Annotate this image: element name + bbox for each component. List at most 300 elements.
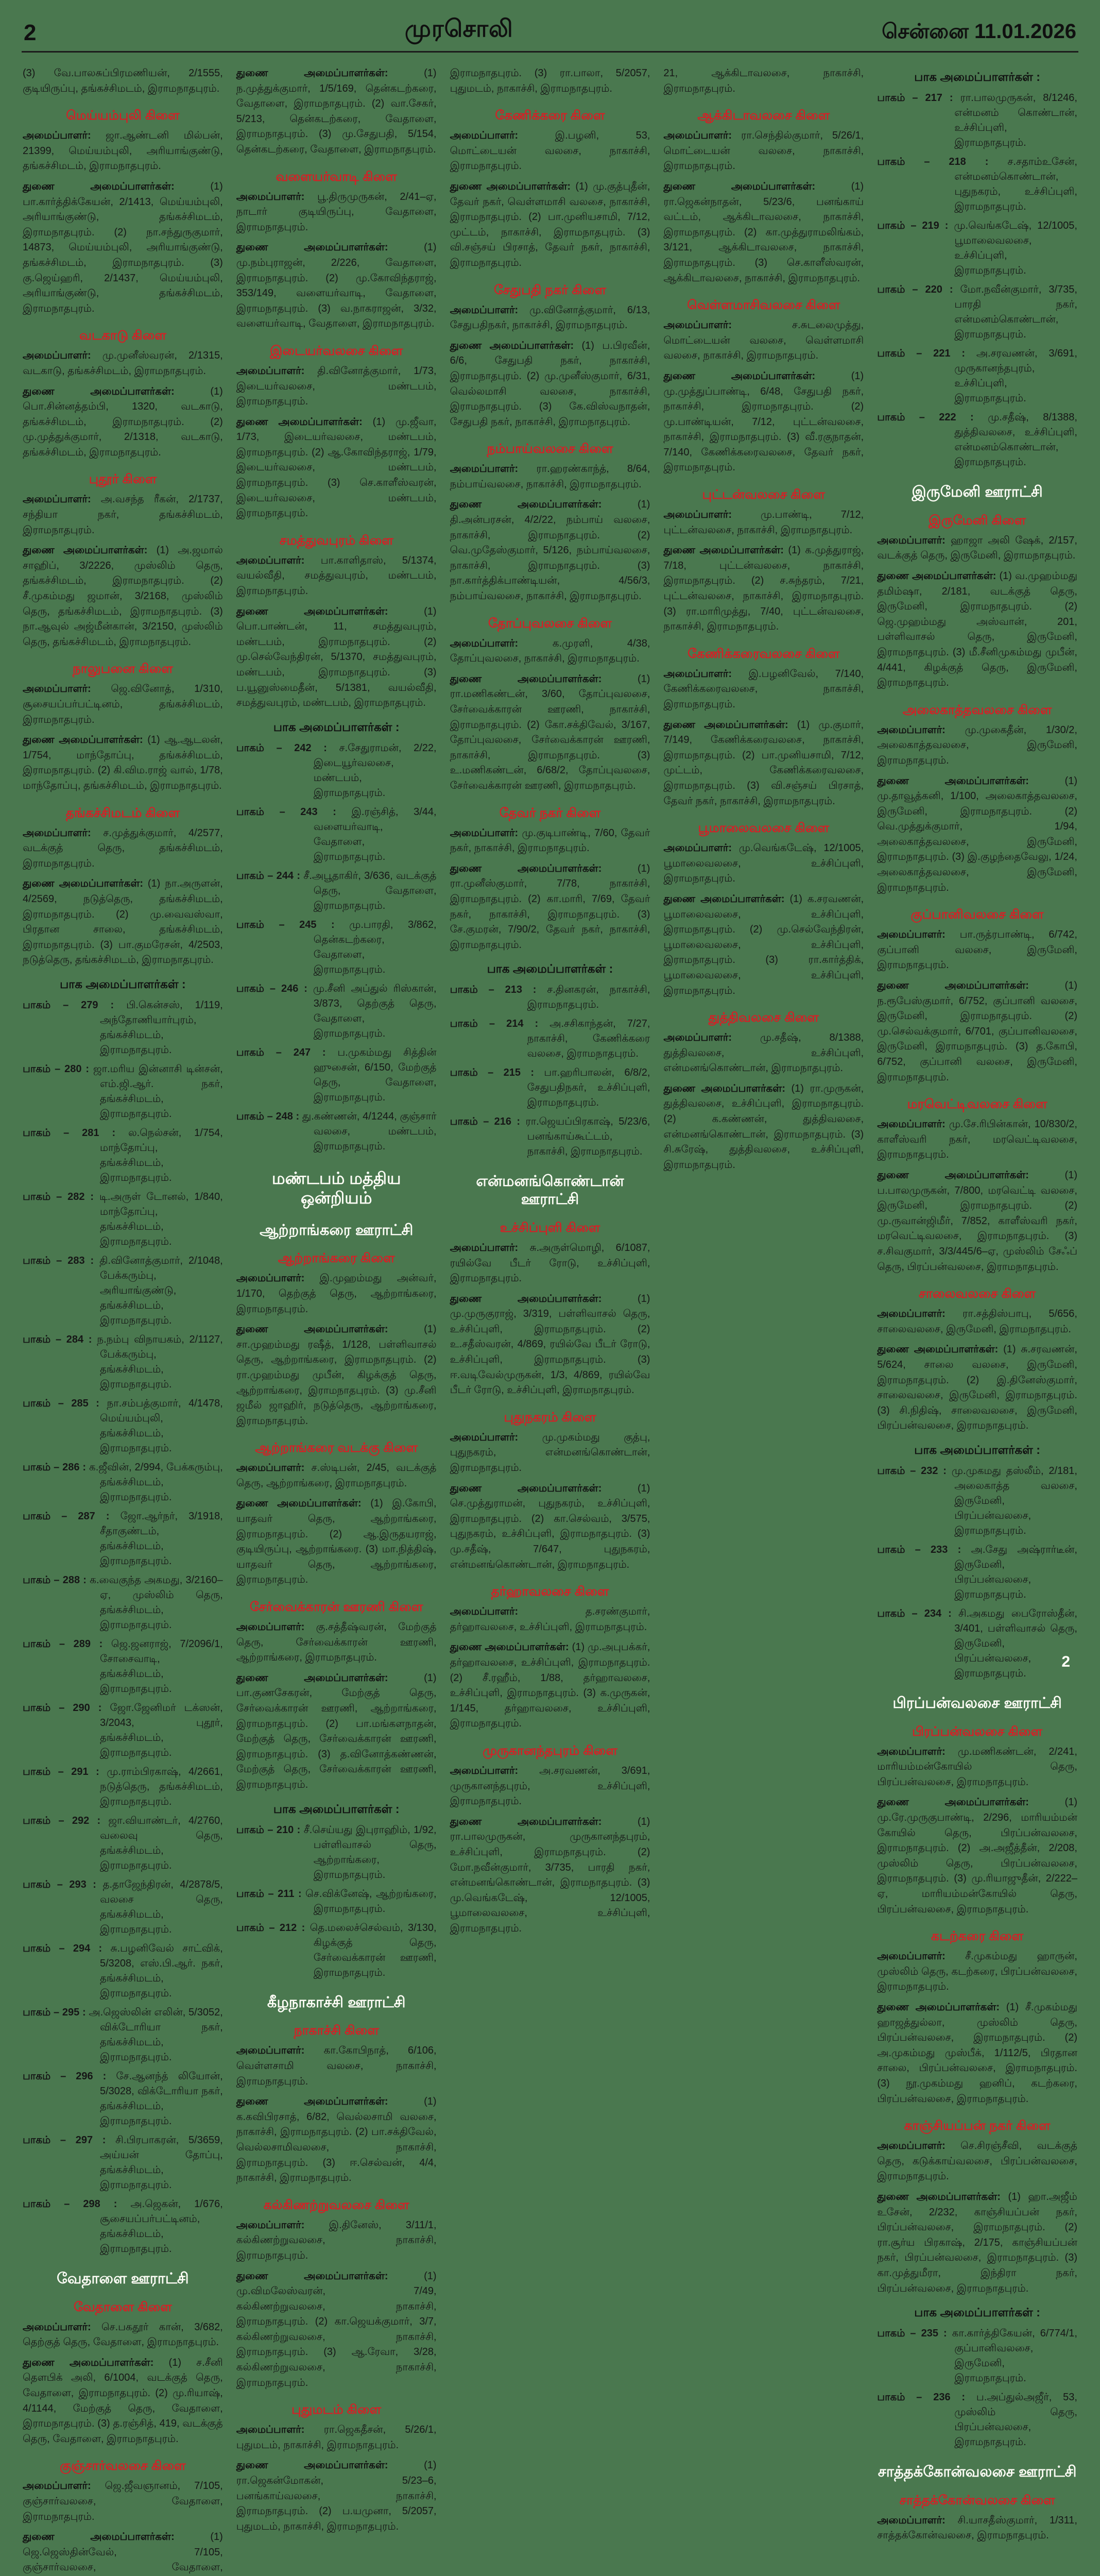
deputy-organizers-paragraph: துணை அமைப்பாளர்கள்: (1) அ.ஜமால் சாஹிப், 3/2226, முஸ்லிம் தெரு, தங்கச்சிமடம், இராமநாதபுரம். (2) சீ.முகம்மது ஜமான், 3/2168, முஸ்லிம் தெரு, தங்கச்சிமடம், இராமநாதபுரம். (3) நா.ஆவுல் அஜ்மீன்கான், 3/2150, முஸ்லிம் தெரு, தங்கச்சிமடம், இராமநாதபுரம்.	[23, 545, 223, 648]
part-number-label: பாகம் – 217 :	[877, 92, 960, 104]
part-number-label: பாகம் – 248 :	[236, 1110, 302, 1122]
organizer-label: அமைப்பாளர்:	[450, 1606, 586, 1618]
part-row: பாகம் – 279 : பி.கென்சஸ், 1/119, அந்தோணியார்புரம், தங்கச்சிமடம், இராமநாதபுரம்.	[23, 999, 223, 1056]
organizer-paragraph: அமைப்பாளர்: பா.காளிதாஸ், 5/1374, வயல்வீதி, சமத்துவபுரம், மண்டபம், இராமநாதபுரம்.	[236, 554, 437, 597]
part-row: பாகம் – 293 : த.தாஜேந்திரன், 4/2878/5, வலசை தெரு, தங்கச்சிமடம், இராமநாதபுரம்.	[23, 1878, 223, 1935]
part-row: பாகம் – 236 : ப.அப்துல்அஜீர், 53, முஸ்லிம் தெரு, பிரப்பன்வலசை, இராமநாதபுரம்.	[877, 2392, 1077, 2448]
deputy-organizers-paragraph: துணை அமைப்பாளர்கள்: (1) ரா.மணிகண்டன், 3/60, தோப்புவலசை, சேர்வைக்காரன் ஊரணி, நாகாச்சி, இராமநாதபுரம். (2) கோ.சக்திவேல், 3/167, தோப்புவலசை, சேர்வைக்காரன் ஊரணி, நாகாச்சி, இராமநாதபுரம். (3) உ.மணிகண்டன், 6/68/2, தோப்புவலசை, சேர்வைக்காரன் ஊரணி, இராமநாதபுரம்.	[450, 673, 650, 791]
organizer-label: அமைப்பாளர்:	[23, 494, 101, 505]
part-number-label: பாகம் – 214 :	[450, 1018, 550, 1030]
deputy-organizers-label: துணை அமைப்பாளர்கள்:	[663, 719, 797, 731]
part-number-label: பாகம் – 247 :	[236, 1046, 338, 1058]
deputy-organizers-label: துணை அமைப்பாளர்கள்:	[236, 2096, 424, 2108]
header-divider	[22, 51, 1078, 53]
organizer-paragraph: அமைப்பாளர்: மு.வெங்கடேஷ், 12/1005, பூமாலைவலசை, உச்சிப்புளி, இராமநாதபுரம்.	[663, 842, 864, 885]
deputy-organizers-paragraph: துணை அமைப்பாளர்கள்: (1) மு.தாவூத்கனி, 1/100, அலைகாத்தவலசை, இருமேனி, இராமநாதபுரம். (2) வெ.முத்துக்குமார், 1/94, அலைகாத்தவலசை, இருமேனி, இராமநாதபுரம். (3) இ.குழந்தைவேலு, 1/24, அலைகாத்தவலசை, இருமேனி, இராமநாதபுரம்.	[877, 775, 1077, 893]
branch-heading: ஆற்றாங்கரை வடக்கு கிளை	[255, 1440, 418, 1455]
organizer-label: அமைப்பாளர்:	[663, 1032, 760, 1044]
organizer-label: அமைப்பாளர்:	[877, 2140, 961, 2152]
organizer-paragraph: அமைப்பாளர்: ஹாஜா அலி ஷேக், 2/157, வடக்குத் தெரு, இருமேனி, இராமநாதபுரம்.	[877, 534, 1077, 562]
deputy-organizers-paragraph: துணை அமைப்பாளர்கள்: (1) மு.குத்புதீன், தேவர் நகர், வெள்ளமாசி வலசை, நாகாச்சி, இராமநாதபுரம். (2) பா.முனியசாமி, 7/12, முட்டம், நாகாச்சி, இராமநாதபுரம். (3) வி.சஞ்சய் பிரசாத், தேவர் நகர், நாகாச்சி, இராமநாதபுரம்.	[450, 180, 650, 268]
part-row: பாகம் – 283 : தி.வினோத்குமார், 2/1048, பேக்கரும்பு, அரியாங்குண்டு, தங்கச்சிமடம், இராமநாதபுரம்.	[23, 1255, 223, 1326]
branch-heading: ஆற்றாங்கரை கிளை	[278, 1251, 395, 1266]
organizer-label: அமைப்பாளர்:	[23, 350, 102, 362]
organizer-label: அமைப்பாளர்:	[236, 191, 317, 202]
part-row: பாகம் – 217 : ரா.பாலமுருகன், 8/1246, என்மனம் கொண்டான், உச்சிப்புளி, இராமநாதபுரம்.	[877, 92, 1077, 148]
organizer-label: அமைப்பாளர்:	[663, 509, 761, 521]
part-row: பாகம் – 287 : ஜோ.ஆர்நர், 3/1918, சீதாகுண்டம், தங்கச்சிமடம், இராமநாதபுரம்.	[23, 1510, 223, 1567]
organizer-label: அமைப்பாளர்:	[663, 130, 742, 142]
masthead-bar	[0, 0, 1100, 49]
part-row: பாகம் – 286 : க.ஜீவின், 2/994, பேக்கரும்பு, தங்கச்சிமடம், இராமநாதபுரம்.	[23, 1461, 223, 1503]
organizer-label: அமைப்பாளர்:	[23, 683, 111, 695]
deputy-organizers-label: துணை அமைப்பாளர்கள்:	[877, 1797, 1065, 1808]
deputy-organizers-paragraph: துணை அமைப்பாளர்கள்: (1) பொ.பாண்டன், 11, சமத்துவபுரம், மண்டபம், இராமநாதபுரம். (2) மு.செல்வேந்திரன், 5/1370, சமத்துவபுரம், மண்டபம், இராமநாதபுரம். (3) ப.யூனுஸ்மைதீன், 5/1381, வயல்வீதி, சமத்துவபுரம், மண்டபம், இராமநாதபுரம்.	[236, 605, 437, 709]
deputy-organizers-paragraph: துணை அமைப்பாளர்கள்: (1) ப.பாலமுருகன், 7/800, மரவெட்டி வலசை, இருமேனி, இராமநாதபுரம். (2) மு.ருவான்ஜிமீர், 7/852, காளீஸ்வரி நகர், மரவெட்டிவலசை, இராமநாதபுரம். (3) ச.சிவகுமார், 3/3/445/6–ஏ, முஸ்லிம் சேஃப் தெரு, பிரப்பன்வலசை, இராமநாதபுரம்.	[877, 1169, 1077, 1273]
part-number-label: பாகம் – 221 :	[877, 348, 976, 359]
organizer-label: அமைப்பாளர்:	[23, 2321, 101, 2333]
part-row: பாகம் – 294 : சு.பழனிவேல் சாட்விக், 5/3208, எஸ்.பி.ஆர். நகர், தங்கச்சிமடம், இராமநாதபுரம்.	[23, 1942, 223, 1999]
branch-heading: குஞ்சார்வலசை கிளை	[60, 2459, 186, 2473]
organizer-paragraph: அமைப்பாளர்: ச.முத்துக்குமார், 4/2577, வடக்குத் தெரு, தங்கச்சிமடம், இராமநாதபுரம்.	[23, 827, 223, 869]
deputy-organizers-label: துணை அமைப்பாளர்கள்:	[877, 2002, 1006, 2013]
organizer-label: அமைப்பாளர்:	[450, 1242, 530, 1253]
organizer-label: அமைப்பாளர்:	[877, 1308, 963, 1320]
organizer-paragraph: அமைப்பாளர்: இ.பழனிவேல், 7/140, கேணிக்கரைவலசை, நாகாச்சி, இராமநாதபுரம்.	[663, 668, 864, 710]
part-number-label: பாகம் – 292 :	[23, 1815, 109, 1826]
part-number-label: பாகம் – 232 :	[877, 1465, 952, 1477]
part-row: பாகம் – 244 : சீ.அபூதாகிர், 3/636, வடக்குத் தெரு, வேதாளை, இராமநாதபுரம்.	[236, 870, 437, 911]
part-number-label: பாகம் – 280 :	[23, 1063, 93, 1075]
deputy-organizers-label: துணை அமைப்பாளர்கள்:	[663, 1082, 792, 1094]
organizer-label: அமைப்பாளர்:	[236, 2424, 324, 2436]
panchayat-heading: இருமேனி ஊராட்சி	[912, 484, 1043, 500]
part-row: பாகம் – 215 : பா.ஹரிபாலன், 6/8/2, சேதுபதிநகர், உச்சிப்புளி, இராமநாதபுரம்.	[450, 1067, 650, 1109]
deputy-organizers-paragraph: துணை அமைப்பாளர்கள்: (1) மு.அபுபக்கர், தர்ஹாவலசை, உச்சிப்புளி, இராமநாதபுரம். (2) சீ.ரஹீம், 1/88, தர்ஹாவலசை, உச்சிப்புளி, இராமநாதபுரம். (3) க.முருகன், 1/145, தர்ஹாவலசை, உச்சிப்புளி, இராமநாதபுரம்.	[450, 1641, 650, 1730]
deputy-organizers-label: துணை அமைப்பாளர்கள்:	[450, 1641, 572, 1653]
newspaper-title: முரசொலி	[404, 15, 513, 42]
branch-heading: குப்பானிவலசை கிளை	[910, 907, 1044, 922]
deputy-organizers-paragraph: துணை அமைப்பாளர்கள்: (1) பா.குணசேகரன், மேற்குத் தெரு, சேர்வைக்காரன் ஊரணி, ஆற்றாங்கரை, இராமநாதபுரம். (2) பா.மங்களநாதன், மேற்குத் தெரு, சேர்வைக்காரன் ஊரணி, இராமநாதபுரம். (3) த.வினோத்கண்ணன், மேற்குத் தெரு, சேர்வைக்காரன் ஊரணி, இராமநாதபுரம்.	[236, 1672, 437, 1790]
deputy-organizers-paragraph: துணை அமைப்பாளர்கள்: (1) க.சரவணன், பூமாலைவலசை, உச்சிப்புளி, இராமநாதபுரம். (2) மு.செல்வேந்திரன், பூமாலைவலசை, உச்சிப்புளி, இராமநாதபுரம். (3) ரா.கார்த்திக், பூமாலைவலசை, உச்சிப்புளி, இராமநாதபுரம்.	[663, 893, 864, 996]
deputy-organizers-label: துணை அமைப்பாளர்கள்:	[450, 1293, 638, 1304]
organizer-label: அமைப்பாளர்:	[450, 130, 555, 142]
part-number-label: பாகம் – 245 :	[236, 919, 350, 930]
organizer-paragraph: அமைப்பாளர்: ஜெ.வினோத், 1/310, சூசையப்பர்பட்டினம், தங்கச்சிமடம், இராமநாதபுரம்.	[23, 683, 223, 725]
part-row: பாகம் – 297 : சி.பிரபாகரன், 5/3659, அய்யன் தோப்பு, தங்கச்சிமடம், இராமநாதபுரம்.	[23, 2134, 223, 2191]
organizer-paragraph: அமைப்பாளர்: மு.முகைதீன், 1/30/2, அலைகாத்தவலசை, இருமேனி, இராமநாதபுரம்.	[877, 724, 1077, 766]
part-row: பாகம் – 235 : கா.கார்த்திகேயன், 6/774/1, குப்பானிவலசை, இருமேனி, இராமநாதபுரம்.	[877, 2328, 1077, 2384]
part-row: பாகம் – 284 : ந.நம்பு விநாயகம், 2/1127, பேக்கரும்பு, தங்கச்சிமடம், இராமநாதபுரம்.	[23, 1333, 223, 1390]
part-number-label: பாகம் – 215 :	[450, 1067, 544, 1079]
branch-heading: கேணிக்கரை கிளை	[495, 108, 605, 123]
deputy-organizers-label: துணை அமைப்பாளர்கள்:	[23, 385, 211, 397]
branch-heading: அலைகாத்தவலசை கிளை	[902, 702, 1052, 717]
branch-heading: கேணிக்கரைவலசை கிளை	[688, 646, 840, 661]
organizer-label: அமைப்பாளர்:	[23, 2480, 105, 2492]
part-number-label: பாகம் – 242 :	[236, 742, 339, 754]
deputy-organizers-paragraph: துணை அமைப்பாளர்கள்: (1) மு.நம்புராஜன், 2/226, வேதாளை, இராமநாதபுரம். (2) மு.கோவிந்தராஜ், 353/149, வளையர்வாடி, வேதாளை, இராமநாதபுரம். (3) வ.நாகராஜன், 3/32, வளையர்வாடி, வேதாளை, இராமநாதபுரம்.	[236, 242, 437, 330]
deputy-organizers-paragraph: துணை அமைப்பாளர்கள்: (1) செ.முத்துராமன், புதுநகரம், உச்சிப்புளி, இராமநாதபுரம். (2) கா.செல்வம், 3/575, புதுநகரம், உச்சிப்புளி, இராமநாதபுரம். (3) மு.சதீஷ், 7/647, புதுநகரம், என்மனங்கொண்டான், இராமநாதபுரம்.	[450, 1482, 650, 1570]
part-row: பாகம் – 213 : ச.தினகரன், நாகாச்சி, இராமநாதபுரம்.	[450, 984, 650, 1011]
part-number-label: பாகம் – 235 :	[877, 2328, 952, 2340]
deputy-organizers-paragraph: துணை அமைப்பாளர்கள்: (1) மு.ரே.முருகுபாண்டி, 2/296, மாரியம்மன் கோயில் தெரு, பிரப்பன்வலசை, இராமநாதபுரம். (2) அ.அஜீத்தீன், 2/208, முஸ்லிம் தெரு, பிரப்பன்வலசை, இராமநாதபுரம். (3) மு.ரியாஜுதீன், 2/222–ஏ, மாரியம்மன்கோயில் தெரு, பிரப்பன்வலசை, இராமநாதபுரம்.	[877, 1797, 1077, 1915]
organizer-paragraph: அமைப்பாளர்: மு.முகம்மது குத்பு, புதுநகரம், என்மனங்கொண்டான், இராமநாதபுரம்.	[450, 1431, 650, 1474]
branch-heading: முருகானந்தபுரம் கிளை	[483, 1743, 617, 1758]
part-number-label: பாகம் – 295 :	[23, 2006, 89, 2018]
deputy-organizers-paragraph: துணை அமைப்பாளர்கள்: (1) தி.அன்பரசன், 4/2/22, நம்பாய் வலசை, நாகாச்சி, இராமநாதபுரம். (2) வெ.முதேஸ்குமார், 5/126, நம்பாய்வலசை, நாகாச்சி, இராமநாதபுரம். (3) நா.கார்த்திக்பாண்டியன், 4/56/3, நம்பாய்வலசை, நாகாச்சி, இராமநாதபுரம்.	[450, 499, 650, 602]
branch-heading: சாலைவலசை கிளை	[919, 1286, 1036, 1301]
deputy-organizers-paragraph: துணை அமைப்பாளர்கள்: (1) ரா.முனீஸ்குமார், 7/78, நாகாச்சி, இராமநாதபுரம். (2) கா.மாரி, 7/69, தேவர் நகர், நாகாச்சி, இராமநாதபுரம். (3) சே.குமரன், 7/90/2, தேவர் நகர், நாகாச்சி, இராமநாதபுரம்.	[450, 862, 650, 951]
organizer-paragraph: அமைப்பாளர்: ரா.சத்திஸ்பாபு, 5/656, சாலைவலசை, இருமேனி, இராமநாதபுரம்.	[877, 1308, 1077, 1335]
part-row: பாகம் – 289 : ஜெ.ஜனராஜ், 7/2096/1, சோசைவாடி, தங்கச்சிமடம், இராமநாதபுரம்.	[23, 1638, 223, 1694]
deputy-organizers-paragraph: துணை அமைப்பாளர்கள்: (1) பொ.சின்னத்தம்பி, 1320, வடகாடு, தங்கச்சிமடம், இராமநாதபுரம். (2) மு.முத்துக்குமார், 2/1318, வடகாடு, தங்கச்சிமடம், இராமநாதபுரம்.	[23, 385, 223, 458]
deputy-organizers-paragraph: துணை அமைப்பாளர்கள்: (1) ரா.ஜெகன்நாதன், 5/23/6, பனங்காய் வட்டம், ஆக்கிடாவலசை, நாகாச்சி, இராமநாதபுரம். (2) கா.முத்துராமலிங்கம், 3/121, ஆக்கிடாவலசை, நாகாச்சி, இராமநாதபுரம். (3) செ.காளீஸ்வரன், ஆக்கிடாவலசை, நாகாச்சி, இராமநாதபுரம்.	[663, 180, 864, 284]
part-number-label: பாகம் – 297 :	[23, 2134, 116, 2146]
branch-heading: வளையர்வாடி கிளை	[276, 169, 397, 184]
part-number-label: பாகம் – 216 :	[450, 1116, 526, 1128]
branch-heading: நம்பாய்வலசை கிளை	[487, 442, 613, 456]
deputy-organizers-label: துணை அமைப்பாளர்கள்:	[236, 605, 424, 617]
organizer-label: அமைப்பாளர்:	[23, 827, 104, 839]
organizer-label: அமைப்பாளர்:	[450, 463, 537, 475]
organizer-paragraph: அமைப்பாளர்: இ.பழனி, 53, மொட்டையன் வலசை, நாகாச்சி, இராமநாதபுரம்.	[450, 130, 650, 172]
organizer-paragraph: அமைப்பாளர்: மு.சதீஷ், 8/1388, துத்திவலசை, உச்சிப்புளி, என்மனங்கொண்டான், இராமநாதபுரம்.	[663, 1032, 864, 1074]
branch-heading: புதுமடம் கிளை	[291, 2402, 382, 2417]
part-row: பாகம் – 242 : ச.சேதுராமன், 2/22, இடையூர்வலசை, மண்டபம், இராமநாதபுரம்.	[236, 742, 437, 799]
part-row: பாகம் – 290 : ஜோ.ஜேனிமர் டக்ஸன், 3/2043, புதூர், தங்கச்சிமடம், இராமநாதபுரம்.	[23, 1702, 223, 1758]
continuation-paragraph: (3) வே.பாலசுப்பிரமணியன், 2/1555, குடியிருப்பு, தங்கச்சிமடம், இராமநாதபுரம்.	[23, 67, 223, 94]
organizer-label: அமைப்பாளர்:	[450, 827, 522, 839]
branch-heading: நாலுபனை கிளை	[72, 662, 173, 676]
part-number-label: பாகம் – 285 :	[23, 1397, 107, 1409]
deputy-organizers-label: துணை அமைப்பாளர்கள்:	[236, 67, 424, 79]
part-row: பாகம் – 247 : ப.முகம்மது சித்தின் ஹுசைன், 6/150, மேற்குத் தெரு, வேதாளை, இராமநாதபுரம்.	[236, 1046, 437, 1103]
panchayat-heading: என்மனங்கொண்டான் ஊராட்சி	[476, 1173, 624, 1208]
organizer-paragraph: அமைப்பாளர்: அ.சரவணன், 3/691, முருகானந்தபுரம், உச்சிப்புளி, இராமநாதபுரம்.	[450, 1765, 650, 1807]
part-number-label: பாகம் – 233 :	[877, 1544, 971, 1555]
branch-heading: மரவெட்டிவலசை கிளை	[907, 1097, 1047, 1112]
branch-heading: இருமேனி கிளை	[929, 513, 1026, 528]
deputy-organizers-paragraph: துணை அமைப்பாளர்கள்: (1) ஆ.ஆடலன், 1/754, மாந்தோப்பு, தங்கச்சிமடம், இராமநாதபுரம். (2) கி.விம.ராஜ் வால், 1/78, மாந்தோப்பு, தங்கச்சிமடம், இராமநாதபுரம்.	[23, 734, 223, 791]
organizer-paragraph: அமைப்பாளர்: மு.மணிகண்டன், 2/241, மாரியம்மன்கோயில் தெரு, பிரப்பன்வலசை, இராமநாதபுரம்.	[877, 1745, 1077, 1788]
part-number-label: பாகம் – 246 :	[236, 982, 313, 994]
organizer-label: அமைப்பாளர்:	[663, 842, 739, 854]
organizer-label: அமைப்பாளர்:	[236, 2045, 324, 2057]
part-row: பாகம் – 211 : செ.விக்னேஷ், ஆற்றங்கரை, இராமநாதபுரம்.	[236, 1888, 437, 1914]
panchayat-heading: கீழநாகாச்சி ஊராட்சி	[267, 1994, 406, 2011]
organizer-paragraph: அமைப்பாளர்: செ.சிரஞ்சீவி, வடக்குத் தெரு, கடுக்காய்வலசை, பிரப்பன்வலசை, இராமநாதபுரம்.	[877, 2140, 1077, 2182]
organizer-paragraph: அமைப்பாளர்: ஜா.ஆண்டனி மில்பன், 21399, மெய்யம்புலி, அரியாங்குண்டு, தங்கச்சிமடம், இராமநாதபுரம்.	[23, 130, 223, 172]
organizer-label: அமைப்பாளர்:	[236, 1273, 320, 1284]
organizer-label: அமைப்பாளர்:	[877, 534, 951, 546]
organizer-paragraph: அமைப்பாளர்: ச.ஸ்டிபன், 2/45, வடக்குத் தெரு, ஆற்றாங்கரை, இராமநாதபுரம்.	[236, 1462, 437, 1489]
part-row: பாகம் – 245 : மு.பாரதி, 3/862, தென்கடற்கரை, வேதாளை, இராமநாதபுரம்.	[236, 919, 437, 975]
organizer-paragraph: அமைப்பாளர்: ரா.ஜெகதீசன், 5/26/1, புதுமடம், நாகாச்சி, இராமநாதபுரம்.	[236, 2424, 437, 2451]
part-number-label: பாகம் – 279 :	[23, 999, 127, 1011]
organizer-paragraph: அமைப்பாளர்: கு.சத்தீஷ்வரன், மேற்குத் தெரு, சேர்வைக்காரன் ஊரணி, ஆற்றாங்கரை, இராமநாதபுரம்.	[236, 1621, 437, 1664]
part-row: பாகம் – 210 : சீ.செய்யது இபுராஹிம், 1/92, பள்ளிவாசல் தெரு, ஆற்றாங்கரை, இராமநாதபுரம்.	[236, 1824, 437, 1880]
article-columns	[0, 58, 1100, 2573]
deputy-organizers-label: துணை அமைப்பாளர்கள்:	[663, 893, 790, 905]
organizer-paragraph: அமைப்பாளர்: மு.குடிபாண்டி, 7/60, தேவர் நகர், நாகாச்சி, இராமநாதபுரம்.	[450, 827, 650, 854]
part-number-label: பாகம் – 281 :	[23, 1127, 129, 1139]
deputy-organizers-paragraph: துணை அமைப்பாளர்கள்: (1) பா.கார்த்திக்கேயன், 2/1413, மெய்யம்புலி, அரியாங்குண்டு, தங்கச்சிமடம், இராமநாதபுரம். (2) நா.சந்துருகுமார், 14873, மெய்யம்புலி, அரியாங்குண்டு, தங்கச்சிமடம், இராமநாதபுரம். (3) கு.ஜெய்ஹரி, 2/1437, மெய்யம்புலி, அரியாங்குண்டு, தங்கச்சிமடம், இராமநாதபுரம்.	[23, 180, 223, 314]
part-number-label: பாகம் – 222 :	[877, 412, 988, 423]
deputy-organizers-paragraph: துணை அமைப்பாளர்கள்: (1) ஜெ.ஜெஸ்தின்வேல், 7/105, குஞ்சார்வலசை, வேதாளை,	[23, 2531, 223, 2573]
organizer-label: அமைப்பாளர்:	[877, 1745, 958, 1757]
part-organizers-heading: பாக அமைப்பாளர்கள் :	[914, 1443, 1040, 1456]
deputy-organizers-paragraph: துணை அமைப்பாளர்கள்: (1) சு.சரவணன், 5/624, சாலை வலசை, இருமேனி, இராமநாதபுரம். (2) இ.தினேஸ்குமார், சாலைவலசை, இருமேனி, இராமநாதபுரம். (3) சி.நிதிஷ், சாலைவலசை, இருமேனி, பிரப்பன்வலசை, இராமநாதபுரம்.	[877, 1344, 1077, 1432]
branch-heading: சமத்துவபுரம் கிளை	[279, 533, 393, 548]
part-row: பாகம் – 221 : அ.சரவணன், 3/691, முருகானந்தபுரம், உச்சிப்புளி, இராமநாதபுரம்.	[877, 348, 1077, 404]
branch-heading: சேதுபதி நகர் கிளை	[493, 282, 607, 297]
part-row: பாகம் – 298 : அ.ஜெகன், 1/676, சூசையப்பர்பட்டினம், தங்கச்சிமடம், இராமநாதபுரம்.	[23, 2198, 223, 2255]
organizer-paragraph: அமைப்பாளர்: த.சரண்குமார், தர்ஹாவலசை, உச்சிப்புளி, இராமநாதபுரம்.	[450, 1606, 650, 1633]
branch-heading: கடற்கரை கிளை	[931, 1929, 1024, 1944]
organizer-label: அமைப்பாளர்:	[236, 554, 321, 566]
branch-heading: நாகாச்சி கிளை	[294, 2023, 379, 2038]
continuation-paragraph: இராமநாதபுரம். (3) ரா.பாலா, 5/2057, புதுமடம், நாகாச்சி, இராமநாதபுரம்.	[450, 67, 650, 94]
part-number-label: பாகம் – 291 :	[23, 1766, 107, 1777]
deputy-organizers-label: துணை அமைப்பாளர்கள்:	[236, 242, 424, 253]
part-number-label: பாகம் – 284 :	[23, 1333, 97, 1345]
branch-heading: தர்ஹாவலசை கிளை	[491, 1584, 609, 1599]
branch-heading: துத்திவலசை கிளை	[708, 1010, 819, 1025]
part-number-label: பாகம் – 213 :	[450, 984, 547, 996]
deputy-organizers-label: துணை அமைப்பாளர்கள்:	[236, 1498, 371, 1510]
organizer-label: அமைப்பாளர்:	[877, 1118, 949, 1130]
part-row: பாகம் – 243 : இ.ரஞ்சித், 3/44, வளையர்வாடி, வேதாளை, இராமநாதபுரம்.	[236, 806, 437, 862]
part-organizers-heading: பாக அமைப்பாளர்கள் :	[487, 962, 613, 976]
deputy-organizers-paragraph: துணை அமைப்பாளர்கள்: (1) நா.அருளன், 4/2569, நடுத்தெரு, தங்கச்சிமடம், இராமநாதபுரம். (2) மு.வைவஸ்வா, பிரதான சாலை, தங்கச்சிமடம், இராமநாதபுரம். (3) பா.குமரேசன், 4/2503, நடுத்தெரு, தங்கச்சிமடம், இராமநாதபுரம்.	[23, 878, 223, 966]
branch-heading: தோப்புவலசை கிளை	[488, 616, 612, 631]
part-number-label: பாகம் – 286 :	[23, 1461, 89, 1473]
organizer-paragraph: அமைப்பாளர்: சீ.முகம்மது ஹாருன், முஸ்லிம் தெரு, கடற்கரை, பிரப்பன்வலசை, இராமநாதபுரம்.	[877, 1951, 1077, 1993]
deputy-organizers-paragraph: துணை அமைப்பாளர்கள்: (1) ப.பிரவீன், 6/6, சேதுபதி நகர், நாகாச்சி, இராமநாதபுரம். (2) மு.முனீஸ்குமார், 6/31, வெல்லமாசி வலசை, நாகாச்சி, இராமநாதபுரம். (3) கே.விஸ்வநாதன், சேதுபதி நகர், நாகாச்சி, இராமநாதபுரம்.	[450, 340, 650, 428]
deputy-organizers-label: துணை அமைப்பாளர்கள்:	[236, 2460, 424, 2471]
deputy-organizers-label: துணை அமைப்பாளர்கள்:	[23, 2357, 169, 2368]
deputy-organizers-paragraph: துணை அமைப்பாளர்கள்: (1) ச.சீனி தௌபிக் அலி, 6/1004, வடக்குத் தெரு, வேதாளை, இராமநாதபுரம். (2) மு.ரியாஷ், 4/1144, மேற்குத் தெரு, வேதாளை, இராமநாதபுரம். (3) த.ரஞ்சித், 419, வடக்குத் தெரு, வேதாளை, இராமநாதபுரம்.	[23, 2357, 223, 2445]
deputy-organizers-paragraph: துணை அமைப்பாளர்கள்: (1) க.முத்துராஜ், 7/18, புட்டன்வலசை, நாகாச்சி, இராமநாதபுரம். (2) ச.சுந்தரம், 7/21, புட்டன்வலசை, நாகாச்சி, இராமநாதபுரம். (3) ரா.மாரிமுத்து, 7/40, புட்டன்வலசை, நாகாச்சி, இராமநாதபுரம்.	[663, 545, 864, 633]
part-row: பாகம் – 291 : மு.ராம்பிரகாஷ், 4/2661, நடுத்தெரு, தங்கச்சிமடம், இராமநாதபுரம்.	[23, 1766, 223, 1807]
deputy-organizers-label: துணை அமைப்பாளர்கள்:	[450, 340, 582, 351]
branch-heading: இடையர்வலசை கிளை	[270, 343, 403, 358]
part-row: பாகம் – 246 : மு.சீனி அப்துல் ரிஸ்கான், 3/873, தெற்குத் தெரு, வேதாளை, இராமநாதபுரம்.	[236, 982, 437, 1039]
deputy-organizers-label: துணை அமைப்பாளர்கள்:	[450, 180, 576, 192]
organizer-paragraph: அமைப்பாளர்: அ.வசந்த ரீகன், 2/1737, சந்தியா நகர், தங்கச்சிமடம், இராமநாதபுரம்.	[23, 494, 223, 536]
part-number-label: பாகம் – 283 :	[23, 1255, 100, 1266]
organizer-label: அமைப்பாளர்:	[663, 668, 749, 680]
part-row: பாகம் – 214 : அ.சசிகாந்தன், 7/27, நாகாச்சி, கேணிக்கரை வலசை, இராமநாதபுரம்.	[450, 1018, 650, 1060]
part-number-label: பாகம் – 282 :	[23, 1191, 99, 1202]
organizer-label: அமைப்பாளர்:	[877, 2514, 958, 2526]
part-row: பாகம் – 282 : டி.அருள் டோனல், 1/840, மாந்தோப்பு, தங்கச்சிமடம், இராமநாதபுரம்.	[23, 1191, 223, 1247]
organizer-paragraph: அமைப்பாளர்: இ.தினேஸ், 3/11/1, கல்கிணற்றுவலசை, நாகாச்சி, இராமநாதபுரம்.	[236, 2219, 437, 2261]
deputy-organizers-paragraph: துணை அமைப்பாளர்கள்: (1) ரா.பாலமுருகன், முருகானந்தபுரம், உச்சிப்புளி, இராமநாதபுரம். (2) மோ.நவீன்குமார், 3/735, பாரதி நகர், என்மனங்கொண்டான், இராமநாதபுரம். (3) மு.வெங்கடேஷ், 12/1005, பூமாலைவலசை, உச்சிப்புளி, இராமநாதபுரம்.	[450, 1816, 650, 1934]
deputy-organizers-paragraph: துணை அமைப்பாளர்கள்: (1) மு.குமார், 7/149, கேணிக்கரைவலசை, நாகாச்சி, இராமநாதபுரம். (2) பா.முனியசாமி, 7/12, முட்டம், கேணிக்கரைவலசை, இராமநாதபுரம். (3) வி.சஞ்சய் பிரசாத், தேவர் நகர், நாகாச்சி, இராமநாதபுரம்.	[663, 719, 864, 807]
deputy-organizers-label: துணை அமைப்பாளர்கள்:	[663, 370, 851, 382]
branch-heading: புதூர் கிளை	[89, 472, 157, 487]
deputy-organizers-label: துணை அமைப்பாளர்கள்:	[877, 1344, 1004, 1355]
organizer-paragraph: அமைப்பாளர்: பா.ருத்ரபாண்டி, 6/742, குப்பானி வலசை, இருமேனி, இராமநாதபுரம்.	[877, 929, 1077, 971]
organizer-paragraph: அமைப்பாளர்: செ.பகதூர் கான், 3/682, தெற்குத் தெரு, வேதாளை, இராமநாதபுரம்.	[23, 2321, 223, 2348]
branch-heading: வடகாடு கிளை	[79, 328, 166, 343]
deputy-organizers-label: துணை அமைப்பாளர்கள்:	[663, 545, 788, 556]
branch-heading: மெய்யம்புலி கிளை	[66, 108, 180, 123]
organizer-label: அமைப்பாளர்:	[236, 2219, 329, 2231]
organizer-paragraph: அமைப்பாளர்: க.முரளி, 4/38, தோப்புவலசை, நாகாச்சி, இராமநாதபுரம்.	[450, 637, 650, 665]
column-3	[450, 61, 650, 1934]
deputy-organizers-label: துணை அமைப்பாளர்கள்:	[236, 416, 373, 428]
organizer-paragraph: அமைப்பாளர்: சி.யாசதீஸ்குமார், 1/311, சாத்தக்கோன்வலசை, இராமநாதபுரம்.	[877, 2514, 1077, 2541]
branch-heading: சாத்தக்கோன்வலசை கிளை	[899, 2493, 1055, 2507]
organizer-label: அமைப்பாளர்:	[877, 929, 960, 941]
part-row: பாகம் – 288 : க.வைகுந்த அகமது, 3/2160–ஏ, முஸ்லிம் தெரு, தங்கச்சிமடம், இராமநாதபுரம்.	[23, 1574, 223, 1631]
deputy-organizers-label: துணை அமைப்பாளர்கள்:	[877, 1169, 1065, 1181]
part-row: பாகம் – 296 : சே.ஆனந்த் லியோன், 5/3028, விக்டோரியா நகர், தங்கச்சிமடம், இராமநாதபுரம்.	[23, 2070, 223, 2127]
part-row: பாகம் – 248 : து.கண்ணன், 4/1244, குஞ்சார் வலசை, மண்டபம், இராமநாதபுரம்.	[236, 1110, 437, 1152]
organizer-paragraph: அமைப்பாளர்: ஜெ.ஜீவஞானம், 7/105, குஞ்சார்வலசை, வேதாளை, இராமநாதபுரம்.	[23, 2480, 223, 2522]
part-row: பாகம் – 280 : ஜா.மரிய இன்னாசி டின்சன், எம்.ஜி.ஆர். நகர், தங்கச்சிமடம், இராமநாதபுரம்.	[23, 1063, 223, 1120]
deputy-organizers-paragraph: துணை அமைப்பாளர்கள்: (1) ரா.ஜெகன்மோகன், 5/23–6, பனங்காய்வலசை, நாகாச்சி, இராமநாதபுரம். (2) ப.யமுனா, 5/2057, புதுமடம், நாகாச்சி, இராமநாதபுரம்.	[236, 2460, 437, 2532]
part-number-label: பாகம் – 210 :	[236, 1824, 304, 1836]
organizer-label: அமைப்பாளர்:	[236, 1462, 312, 1474]
deputy-organizers-label: துணை அமைப்பாளர்கள்:	[450, 1482, 638, 1494]
deputy-organizers-label: துணை அமைப்பாளர்கள்:	[450, 1816, 638, 1827]
branch-heading: தங்கச்சிமடம் கிளை	[65, 805, 180, 820]
panchayat-heading: ஆற்றாங்கரை ஊராட்சி	[260, 1222, 414, 1239]
deputy-organizers-paragraph: துணை அமைப்பாளர்கள்: (1) ந.முத்துக்குமார், 1/5/169, தென்கடற்கரை, வேதாளை, இராமநாதபுரம். (2) வா.சேகர், 5/213, தென்கடற்கரை, வேதாளை, இராமநாதபுரம். (3) மு.சேதுபதி, 5/154, தென்கடற்கரை, வேதாளை, இராமநாதபுரம்.	[236, 67, 437, 155]
organizer-paragraph: அமைப்பாளர்: பூ.திருமுருகன், 2/41–ஏ, நாடார் குடியிருப்பு, வேதாளை, இராமநாதபுரம்.	[236, 191, 437, 233]
part-number-label: பாகம் – 294 :	[23, 1942, 111, 1954]
part-number-label: பாகம் – 212 :	[236, 1922, 310, 1934]
part-organizers-heading: பாக அமைப்பாளர்கள் :	[273, 720, 400, 734]
branch-heading: ஆக்கிடாவலசை கிளை	[697, 108, 830, 123]
part-organizers-heading: பாக அமைப்பாளர்கள் :	[60, 977, 186, 991]
organizer-label: அமைப்பாளர்:	[663, 319, 792, 331]
deputy-organizers-label: துணை அமைப்பாளர்கள்:	[877, 2191, 1008, 2202]
branch-heading: உச்சிப்புளி கிளை	[500, 1220, 600, 1235]
branch-heading: கல்கிணற்றுவலசை கிளை	[263, 2197, 409, 2212]
panchayat-heading: சாத்தக்கோன்வலசை ஊராட்சி	[878, 2464, 1077, 2481]
part-number-label: பாகம் – 287 :	[23, 1510, 121, 1522]
deputy-organizers-label: துணை அமைப்பாளர்கள்:	[877, 570, 1000, 582]
deputy-organizers-label: துணை அமைப்பாளர்கள்:	[450, 673, 638, 685]
organizer-paragraph: அமைப்பாளர்: ரா.ஹரண்காந்த், 8/64, நம்பாய்வலசை, நாகாச்சி, இராமநாதபுரம்.	[450, 463, 650, 490]
part-row: பாகம் – 216 : ரா.ஜெயப்பிரகாஷ், 5/23/6, பனங்காய்கூட்டம், நாகாச்சி, இராமநாதபுரம்.	[450, 1116, 650, 1158]
deputy-organizers-paragraph: துணை அமைப்பாளர்கள்: (1) வ.முஹம்மது தமிம்ஷா, 2/181, வடக்குத் தெரு, இருமேனி, இராமநாதபுரம். (2) ஜெ.முஹம்மது அஸ்வான், 201, பள்ளிவாசல் தெரு, இருமேனி, இராமநாதபுரம். (3) மீ.சீனிமுகம்மது முபீன், 4/441, கிழக்குத் தெரு, இருமேனி, இராமநாதபுரம்.	[877, 570, 1077, 689]
part-organizers-heading: பாக அமைப்பாளர்கள் :	[914, 2306, 1040, 2319]
deputy-organizers-paragraph: துணை அமைப்பாளர்கள்: (1) க.கவிபிரசாத், 6/82, வெல்லசாமி வலசை, நாகாச்சி, இராமநாதபுரம். (2) பா.சக்திவேல், வெல்லசாமிவலசை, நாகாச்சி, இராமநாதபுரம். (3) ஈ.செல்வன், 4/4, நாகாச்சி, இராமநாதபுரம்.	[236, 2096, 437, 2184]
organizer-label: அமைப்பாளர்:	[236, 1621, 316, 1633]
column-2	[236, 61, 437, 2532]
part-number-label: பாகம் – 289 :	[23, 1638, 111, 1650]
branch-heading: தேவர் நகர் கிளை	[499, 805, 601, 820]
part-row: பாகம் – 222 : மு.சதீஷ், 8/1388, துத்திவலசை, உச்சிப்புளி, என்மனம்கொண்டான், இராமநாதபுரம்.	[877, 412, 1077, 468]
part-organizers-heading: பாக அமைப்பாளர்கள் :	[273, 1802, 400, 1816]
part-row: பாகம் – 212 : தெ.மலைச்செல்வம், 3/130, கிழக்குத் தெரு, சேர்வைக்காரன் ஊரணி, இராமநாதபுரம்.	[236, 1922, 437, 1978]
deputy-organizers-label: துணை அமைப்பாளர்கள்:	[877, 775, 1065, 787]
deputy-organizers-label: துணை அமைப்பாளர்கள்:	[236, 1672, 424, 1684]
deputy-organizers-label: துணை அமைப்பாளர்கள்:	[23, 878, 148, 890]
branch-heading: காஞ்சியப்பன் நகர் கிளை	[904, 2119, 1051, 2133]
organizer-paragraph: அமைப்பாளர்: மு.சே.ரிபின்கான், 10/830/2, காளீஸ்வரி நகர், மரவெட்டிவலசை, இராமநாதபுரம்.	[877, 1118, 1077, 1161]
deputy-organizers-label: துணை அமைப்பாளர்கள்:	[23, 734, 148, 746]
deputy-organizers-paragraph: துணை அமைப்பாளர்கள்: (1) மு.முருகுராஜ், 3/319, பள்ளிவாசல் தெரு, உச்சிப்புளி, இராமநாதபுரம். (2) உ.சதீஸ்வரன், 4/869, ரயில்வே பீடர் ரோடு, உச்சிப்புளி, இராமநாதபுரம். (3) ஈ.வடிவேல்முருகன், 1/3, 4/869, ரயில்வே பீடர் ரோடு, உச்சிப்புளி, இராமநாதபுரம்.	[450, 1293, 650, 1396]
part-number-label: பாகம் – 220 :	[877, 284, 960, 295]
organizer-label: அமைப்பாளர்:	[450, 304, 530, 316]
part-row: பாகம் – 233 : அ.சேது அஷ்ரார்டீன், இருமேனி, பிரப்பன்வலசை, இராமநாதபுரம்.	[877, 1544, 1077, 1600]
branch-heading: வெள்ளமாசிவலசை கிளை	[687, 298, 840, 313]
part-organizers-heading: பாக அமைப்பாளர்கள் :	[914, 70, 1040, 83]
deputy-organizers-paragraph: துணை அமைப்பாளர்கள்: (1) மு.விமலேஸ்வரன், 7/49, கல்கிணற்றுவலசை, நாகாச்சி, இராமநாதபுரம். (2) கா.ஜெயக்குமார், 3/7, கல்கிணற்றுவலசை, நாகாச்சி, இராமநாதபுரம். (3) ஆ.ரேவா, 3/28, கல்கிணற்றுவலசை, நாகாச்சி, இராமநாதபுரம்.	[236, 2270, 437, 2388]
organizer-paragraph: அமைப்பாளர்: இ.முஹம்மது அன்வர், 1/170, தெற்குத் தெரு, ஆற்றாங்கரை, இராமநாதபுரம்.	[236, 1273, 437, 1315]
part-number-label: பாகம் – 288 :	[23, 1574, 90, 1586]
part-number-label: பாகம் – 211 :	[236, 1888, 306, 1900]
deputy-organizers-label: துணை அமைப்பாளர்கள்:	[663, 180, 851, 192]
column-5	[877, 61, 1077, 2541]
part-number-label: பாகம் – 293 :	[23, 1878, 103, 1890]
part-number-label: பாகம் – 219 :	[877, 220, 954, 231]
deputy-organizers-label: துணை அமைப்பாளர்கள்:	[877, 980, 1065, 992]
organizer-paragraph: அமைப்பாளர்: கா.கோபிநாத், 6/106, வெள்ளசாமி வலசை, நாகாச்சி, இராமநாதபுரம்.	[236, 2045, 437, 2087]
branch-heading: புட்டன்வலசை கிளை	[702, 487, 826, 502]
part-number-label: பாகம் – 236 :	[877, 2392, 976, 2403]
column-1	[23, 61, 223, 2573]
deputy-organizers-paragraph: துணை அமைப்பாளர்கள்: (1) மு.ஜீவா, 1/73, இடையர்வலசை, மண்டபம், இராமநாதபுரம். (2) ஆ.கோவிந்தராஜ், 1/79, இடையர்வலசை, மண்டபம், இராமநாதபுரம். (3) செ.காளீஸ்வரன், இடையர்வலசை, மண்டபம், இராமநாதபுரம்.	[236, 416, 437, 519]
deputy-organizers-label: துணை அமைப்பாளர்கள்:	[236, 2270, 424, 2282]
deputy-organizers-label: துணை அமைப்பாளர்கள்:	[23, 180, 211, 192]
organizer-paragraph: அமைப்பாளர்: மு.முனீஸ்வரன், 2/1315, வடகாடு, தங்கச்சிமடம், இராமநாதபுரம்.	[23, 350, 223, 377]
deputy-organizers-label: துணை அமைப்பாளர்கள்:	[236, 1324, 424, 1335]
organizer-label: அமைப்பாளர்:	[877, 1951, 966, 1962]
part-row: பாகம் – 219 : மு.வெங்கடேஷ், 12/1005, பூமாலைவலசை, உச்சிப்புளி, இராமநாதபுரம்.	[877, 220, 1077, 276]
panchayat-heading: பிரப்பன்வலசை ஊராட்சி	[892, 1694, 1062, 1711]
organizer-paragraph: அமைப்பாளர்: மு.வினோத்குமார், 6/13, சேதுபதிநகர், நாகாச்சி, இராமநாதபுரம்.	[450, 304, 650, 331]
deputy-organizers-paragraph: துணை அமைப்பாளர்கள்: (1) மு.முத்துப்பாண்டி, 6/48, சேதுபதி நகர், நாகாச்சி, இராமநாதபுரம். (2) மு.பாண்டியன், 7/12, புட்டன்வலசை, நாகாச்சி, இராமநாதபுரம். (3) வீ.ரகுநாதன், 7/140, கேணிக்கரைவலசை, தேவர் நகர், இராமநாதபுரம்.	[663, 370, 864, 473]
deputy-organizers-paragraph: துணை அமைப்பாளர்கள்: (1) ஹா.அஜீம் உசேன், 2/232, காஞ்சியப்பன் நகர், பிரப்பன்வலசை, இராமநாதபுரம். (2) ரா.சூர்ய பிரகாஷ், 2/175, காஞ்சியப்பன் நகர், பிரப்பன்வலசை, இராமநாதபுரம். (3) கா.முத்துமீரா, இந்திரா நகர், பிரப்பன்வலசை, இராமநாதபுரம்.	[877, 2191, 1077, 2294]
deputy-organizers-label: துணை அமைப்பாளர்கள்:	[23, 545, 157, 556]
deputy-organizers-paragraph: துணை அமைப்பாளர்கள்: (1) ந.ரூபேஸ்குமார், 6/752, குப்பானி வலசை, இருமேனி, இராமநாதபுரம். (2) மு.செல்வக்குமார், 6/701, குப்பானிவலசை, இருமேனி, இராமநாதபுரம். (3) த.கோபி, 6/752, குப்பானி வலசை, இருமேனி, இராமநாதபுரம்.	[877, 980, 1077, 1083]
branch-heading: சேர்வைக்காரன் ஊரணி கிளை	[249, 1600, 423, 1615]
organizer-paragraph: அமைப்பாளர்: ச.சுடலைமுத்து, மொட்டையன் வலசை, வெள்ளமாசி வலசை, நாகாச்சி, இராமநாதபுரம்.	[663, 319, 864, 362]
part-number-label: பாகம் – 234 :	[877, 1607, 958, 1619]
continuation-paragraph: 21, ஆக்கிடாவலசை, நாகாச்சி, இராமநாதபுரம்.	[663, 67, 864, 94]
organizer-paragraph: அமைப்பாளர்: தி.வினோத்குமார், 1/73, இடையர்வலசை, மண்டபம், இராமநாதபுரம்.	[236, 365, 437, 408]
deputy-organizers-label: துணை அமைப்பாளர்கள்:	[23, 2531, 211, 2543]
edition-city-date: சென்னை 11.01.2026	[882, 20, 1076, 43]
part-number-label: பாகம் – 244 :	[236, 870, 304, 882]
part-number-label: பாகம் – 298 :	[23, 2198, 131, 2210]
part-row: பாகம் – 232 : மு.முகமது தஸ்லீம், 2/181, அலைகாத்த வலசை, இருமேனி, பிரப்பன்வலசை, இராமநாதபுரம்.	[877, 1465, 1077, 1536]
part-number-label: பாகம் – 243 :	[236, 806, 352, 818]
organizer-label: அமைப்பாளர்:	[450, 1765, 540, 1776]
part-row: பாகம் – 292 : ஜா.வியாண்டர், 4/2760, வலைவு தெரு, தங்கச்சிமடம், இராமநாதபுரம்.	[23, 1815, 223, 1871]
organizer-label: அமைப்பாளர்:	[877, 724, 965, 736]
branch-heading: புதுநகரம் கிளை	[504, 1410, 596, 1425]
deputy-organizers-label: துணை அமைப்பாளர்கள்:	[450, 862, 638, 874]
deputy-organizers-paragraph: துணை அமைப்பாளர்கள்: (1) சா.முஹம்மது ரஷீத், 1/128, பள்ளிவாசல் தெரு, ஆற்றாங்கரை, இராமநாதபுரம். (2) ரா.முஹம்மது முபீன், கிழக்குத் தெரு, ஆற்றாங்கரை, இராமநாதபுரம். (3) மு.சீனி ஜமீல் ஜாஹிர், நடுத்தெரு, ஆற்றாங்கரை, இராமநாதபுரம்.	[236, 1324, 437, 1427]
column-4	[663, 61, 864, 1668]
deputy-organizers-paragraph: துணை அமைப்பாளர்கள்: (1) சீ.முகம்மது ஹாஜத்துல்லா, முஸ்லிம் தெரு, பிரப்பன்வலசை, இராமநாதபுரம். (2) அ.முகம்மது முஸ்பீக், 1/112/5, பிரதான சாலை, பிரப்பன்வலசை, இராமநாதபுரம். (3) நூ.முகம்மது ஹனிப், கடற்கரை, பிரப்பன்வலசை, இராமநாதபுரம்.	[877, 2002, 1077, 2105]
deputy-organizers-paragraph: துணை அமைப்பாளர்கள்: (1) இ.கோபி, யாதவர் தெரு, ஆற்றாங்கரை, இராமநாதபுரம். (2) ஆ.இருதயராஜ், குடியிருப்பு, ஆற்றாங்கரை. (3) மா.நித்திஷ், யாதவர் தெரு, ஆற்றாங்கரை, இராமநாதபுரம்.	[236, 1498, 437, 1586]
part-row: பாகம் – 218 : ச.சதாம்உசேன், என்மனம்கொண்டான், புதுநகரம், உச்சிப்புளி, இராமநாதபுரம்.	[877, 156, 1077, 212]
part-row: பாகம் – 220 : மோ.நவீன்குமார், 3/735, பாரதி நகர், என்மனம்கொண்டான், இராமநாதபுரம்.	[877, 284, 1077, 340]
organizer-label: அமைப்பாளர்:	[236, 365, 318, 377]
part-row: பாகம் – 234 : சி.அகமது பைரோஸ்தீன், 3/401, பள்ளிவாசல் தெரு, இருமேனி, பிரப்பன்வலசை, இராமநாதபுரம்.	[877, 1607, 1077, 1679]
branch-heading: பிரப்பன்வலசை கிளை	[912, 1724, 1043, 1739]
